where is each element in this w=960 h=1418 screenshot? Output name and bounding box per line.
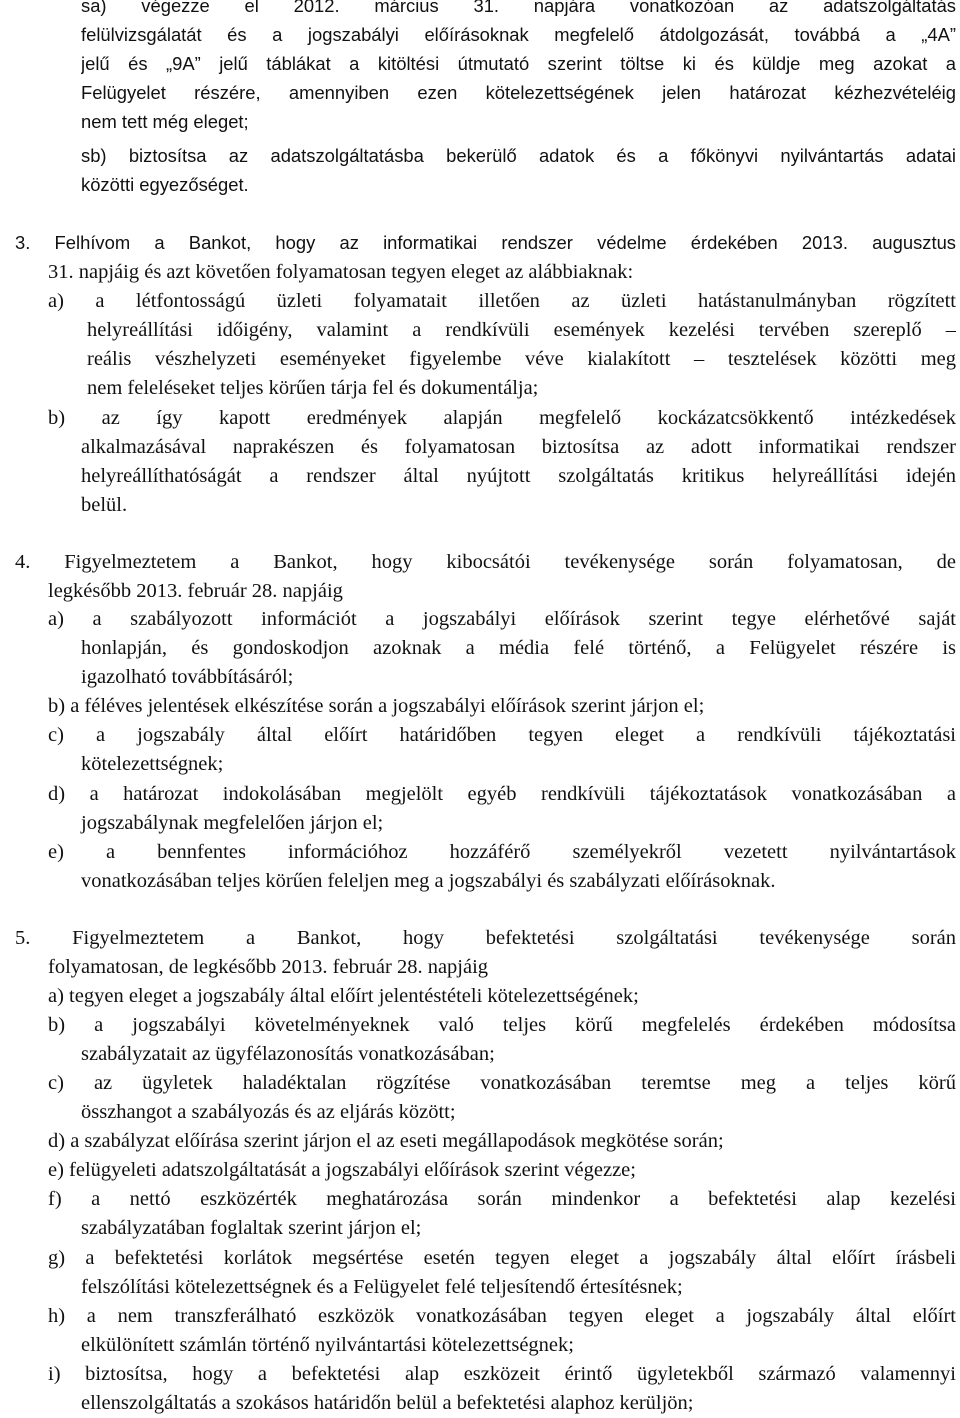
section-heading: 4. Figyelmeztetem a Bankot, hogy kibocsátói tevékenysége során folyamatosan, de <box>15 551 956 573</box>
text-line: sb) biztosítsa az adatszolgáltatásba bekerülő adatok és a főkönyvi nyilvántartás adatai <box>81 145 956 166</box>
list-item: e) felügyeleti adatszolgáltatását a jogszabályi előírások szerint végezze; <box>48 1159 636 1181</box>
text-line: 31. napjáig és azt követően folyamatosan tegyen eleget az alábbiaknak: <box>48 261 634 283</box>
text-line: legkésőbb 2013. február 28. napjáig <box>48 580 343 602</box>
text-line: szabályzatait az ügyfélazonosítás vonatkozásában; <box>81 1043 495 1065</box>
text-line: jogszabálynak megfelelően járjon el; <box>81 812 384 834</box>
text-line: kötelezettségnek; <box>81 753 224 775</box>
list-item: b) az így kapott eredmények alapján megfelelő kockázatcsökkentő intézkedések <box>48 407 956 429</box>
list-item: e) a bennfentes információhoz hozzáférő személyekről vezetett nyilvántartások <box>48 841 956 863</box>
text-line: sa) végezze el 2012. március 31. napjára vonatkozóan az adatszolgáltatás <box>81 0 956 16</box>
list-item: a) a létfontosságú üzleti folyamatait illetően az üzleti hatástanulmányban rögzített <box>48 290 956 312</box>
list-item: c) a jogszabály által előírt határidőben tegyen eleget a rendkívüli tájékoztatási <box>48 724 956 746</box>
list-item: g) a befektetési korlátok megsértése esetén tegyen eleget a jogszabály által előírt írásbeli <box>48 1247 956 1269</box>
text-line: ellenszolgáltatás a szokásos határidőn belül a befektetési alaphoz kerüljön; <box>81 1392 694 1414</box>
text-line: alkalmazásával naprakészen és folyamatosan biztosítsa az adott informatikai rendszer <box>81 436 956 458</box>
text-line: Felügyelet részére, amennyiben ezen kötelezettségének jelen határozat kézhezvételéig <box>81 82 956 103</box>
text-line: összhangot a szabályozás és az eljárás között; <box>81 1101 456 1123</box>
text-line: szabályzatában foglaltak szerint járjon el; <box>81 1217 422 1239</box>
text-line: reális vészhelyzeti eseményeket figyelembe véve kialakított – tesztelések közötti meg <box>87 348 956 370</box>
list-item: h) a nem transzferálható eszközök vonatkozásában tegyen eleget a jogszabály által előírt <box>48 1305 956 1327</box>
list-item: c) az ügyletek haladéktalan rögzítése vonatkozásában teremtse meg a teljes körű <box>48 1072 956 1094</box>
text-line: honlapján, és gondoskodjon azoknak a média felé történő, a Felügyelet részére is <box>81 637 956 659</box>
text-line: belül. <box>81 494 128 516</box>
text-line: igazolható továbbításáról; <box>81 666 294 688</box>
list-item: b) a jogszabályi követelményeknek való teljes körű megfelelés érdekében módosítsa <box>48 1014 956 1036</box>
text-line: felülvizsgálatát és a jogszabályi előírásoknak megfelelő átdolgozását, továbbá a „4A” <box>81 24 956 45</box>
text-line: folyamatosan, de legkésőbb 2013. február 28. napjáig <box>48 956 489 978</box>
text-line: nem tett még eleget; <box>81 111 249 132</box>
text-line: jelű és „9A” jelű táblákat a kitöltési útmutató szerint töltse ki és küldje meg azokat a <box>81 53 956 74</box>
text-line: felszólítási kötelezettségnek és a Felügyelet felé teljesítendő értesítésnek; <box>81 1276 683 1298</box>
text-line: vonatkozásában teljes körűen feleljen meg a jogszabályi és szabályzati előírásoknak. <box>81 870 776 892</box>
list-item: d) a határozat indokolásában megjelölt egyéb rendkívüli tájékoztatások vonatkozásában a <box>48 783 956 805</box>
text-line: nem feleléseket teljes körűen tárja fel és dokumentálja; <box>87 377 539 399</box>
list-item: b) a féléves jelentések elkészítése során a jogszabályi előírások szerint járjon el; <box>48 695 705 717</box>
list-item: a) tegyen eleget a jogszabály által előírt jelentéstételi kötelezettségének; <box>48 985 639 1007</box>
list-item: d) a szabályzat előírása szerint járjon el az eseti megállapodások megkötése során; <box>48 1130 724 1152</box>
text-line: helyreállíthatóságát a rendszer által nyújtott szolgáltatás kritikus helyreállítási idején <box>81 465 956 487</box>
list-item: a) a szabályozott információt a jogszabályi előírások szerint tegye elérhetővé saját <box>48 608 956 630</box>
text-line: helyreállítási időigény, valamint a rendkívüli események kezelési tervében szereplő – <box>87 319 956 341</box>
list-item: f) a nettó eszközérték meghatározása során mindenkor a befektetési alap kezelési <box>48 1188 956 1210</box>
section-heading: 5. Figyelmeztetem a Bankot, hogy befektetési szolgáltatási tevékenysége során <box>15 927 956 949</box>
list-item: i) biztosítsa, hogy a befektetési alap eszközeit érintő ügyletekből származó valamennyi <box>48 1363 956 1385</box>
text-line: közötti egyezőséget. <box>81 174 249 195</box>
text-line: elkülönített számlán történő nyilvántartási kötelezettségnek; <box>81 1334 574 1356</box>
section-heading: 3. Felhívom a Bankot, hogy az informatikai rendszer védelme érdekében 2013. augusztus <box>15 232 956 253</box>
